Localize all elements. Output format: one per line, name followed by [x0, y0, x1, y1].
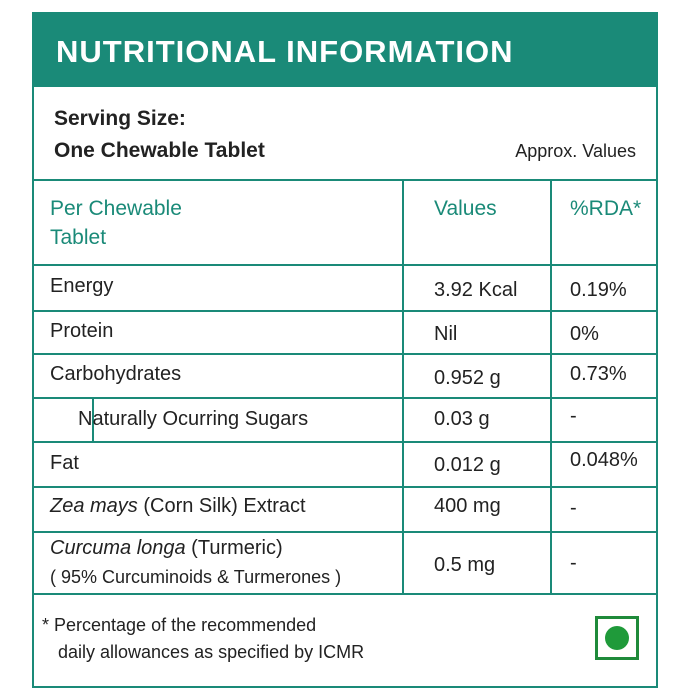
- nutrient-name-line2: ( 95% Curcuminoids & Turmerones ): [50, 567, 342, 587]
- row-divider: [34, 310, 656, 312]
- serving-section: [34, 87, 656, 181]
- nutrient-rda: 0.048%: [570, 449, 638, 471]
- title-bar: [34, 14, 656, 87]
- footnote: [42, 612, 364, 666]
- nutrient-value: Nil: [434, 323, 458, 345]
- nutrient-value: 0.03 g: [434, 408, 490, 430]
- nutrient-value: 0.952 g: [434, 367, 501, 389]
- nutrient-name: Protein: [50, 320, 114, 342]
- nutrient-name: Carbohydrates: [50, 363, 182, 385]
- nutrient-name-rest: (Corn Silk) Extract: [137, 495, 306, 517]
- row-divider: [34, 397, 656, 399]
- nutrient-value: 400 mg: [434, 495, 501, 517]
- nutrient-rda: 0.73%: [570, 363, 627, 385]
- column-header-line1: Per Chewable: [50, 197, 182, 220]
- nutrient-rda: -: [570, 552, 577, 574]
- nutrient-value: 3.92 Kcal: [434, 279, 518, 301]
- column-header-line2: Tablet: [50, 226, 107, 249]
- nutrient-name-rest: (Turmeric): [185, 537, 283, 559]
- nutrient-name-italic: Zea mays: [50, 495, 138, 517]
- row-divider: [34, 264, 656, 266]
- vegetarian-mark-icon: [595, 616, 639, 660]
- nutrition-panel: [32, 12, 658, 688]
- nutrient-name: [50, 534, 341, 592]
- footnote-line2: daily allowances as specified by ICMR: [58, 642, 365, 662]
- footnote-line1: * Percentage of the recommended: [42, 615, 317, 635]
- nutrient-rda: 0.19%: [570, 279, 627, 301]
- vegetarian-dot: [605, 626, 629, 650]
- nutrient-rda: 0%: [570, 323, 599, 345]
- nutrient-name: [50, 492, 306, 521]
- row-divider: [34, 353, 656, 355]
- column-header-rda: %RDA*: [570, 197, 642, 220]
- nutrient-name-italic: Curcuma longa: [50, 537, 186, 559]
- row-divider: [34, 441, 656, 443]
- row-divider: [34, 531, 656, 533]
- nutrient-name: Energy: [50, 275, 114, 297]
- nutrient-rda: -: [570, 405, 577, 427]
- nutrient-name: Fat: [50, 452, 79, 474]
- row-divider: [34, 486, 656, 488]
- column-header-values: Values: [434, 197, 497, 220]
- serving-size-label: Serving Size:: [54, 107, 186, 130]
- page-title: NUTRITIONAL INFORMATION: [56, 34, 514, 69]
- nutrient-rda: -: [570, 497, 577, 519]
- nutrient-value: 0.5 mg: [434, 554, 496, 576]
- row-divider: [34, 593, 656, 595]
- nutrient-name-indented: Naturally Ocurring Sugars: [78, 408, 309, 430]
- serving-size-value: One Chewable Tablet: [54, 139, 265, 162]
- nutrient-value: 0.012 g: [434, 454, 501, 476]
- approx-values-note: Approx. Values: [515, 141, 636, 161]
- column-header-nutrient: [50, 194, 182, 252]
